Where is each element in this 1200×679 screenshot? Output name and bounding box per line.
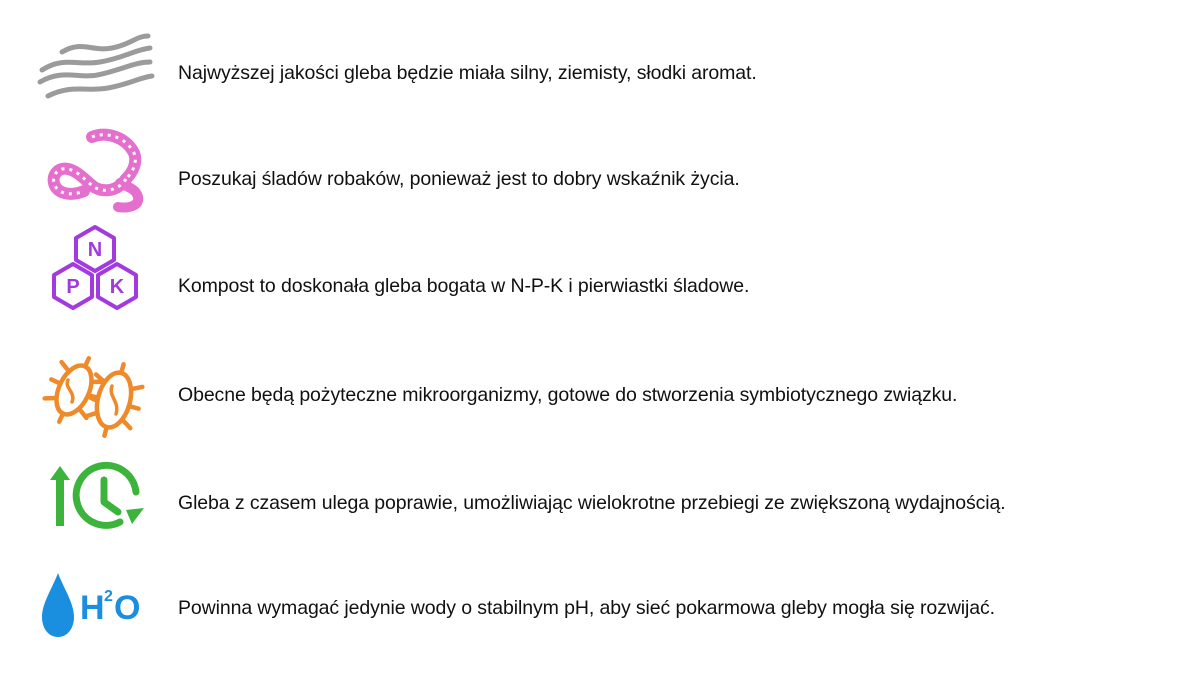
list-item-aroma (0, 22, 1200, 122)
water-drop-h2o-icon (34, 555, 158, 665)
item-text: Kompost to doskonała gleba bogata w N-P-K i pierwiastki śladowe. (178, 275, 750, 297)
list-item-improvement (0, 450, 1200, 550)
list-item-water (0, 555, 1200, 665)
item-text: Najwyższej jakości gleba będzie miała silny, ziemisty, słodki aromat. (178, 62, 757, 84)
microorganisms-icon (34, 344, 158, 444)
worm-icon (34, 127, 158, 227)
list-item-microorganisms (0, 340, 1200, 440)
npk-label-p: P (66, 276, 80, 298)
growth-clock-icon (40, 448, 152, 548)
h2o-h: H (80, 589, 105, 627)
h2o-o: O (114, 589, 141, 627)
item-text: Poszukaj śladów robaków, ponieważ jest to dobry wskaźnik życia. (178, 168, 740, 190)
list-item-worm (0, 122, 1200, 232)
item-text: Powinna wymagać jedynie wody o stabilnym pH, aby sieć pokarmowa gleby mogła się rozwijać. (178, 597, 995, 619)
item-text: Obecne będą pożyteczne mikroorganizmy, gotowe do stworzenia symbiotycznego związku. (178, 384, 958, 406)
npk-label-k: K (109, 276, 125, 298)
npk-hexagons-icon (40, 224, 150, 334)
h2o-two: 2 (104, 588, 113, 605)
item-text: Gleba z czasem ulega poprawie, umożliwiając wielokrotne przebiegi ze zwiększoną wydajnością. (178, 492, 1006, 514)
list-item-npk (0, 230, 1200, 340)
aroma-waves-icon (34, 22, 158, 122)
npk-label-n: N (87, 239, 103, 261)
